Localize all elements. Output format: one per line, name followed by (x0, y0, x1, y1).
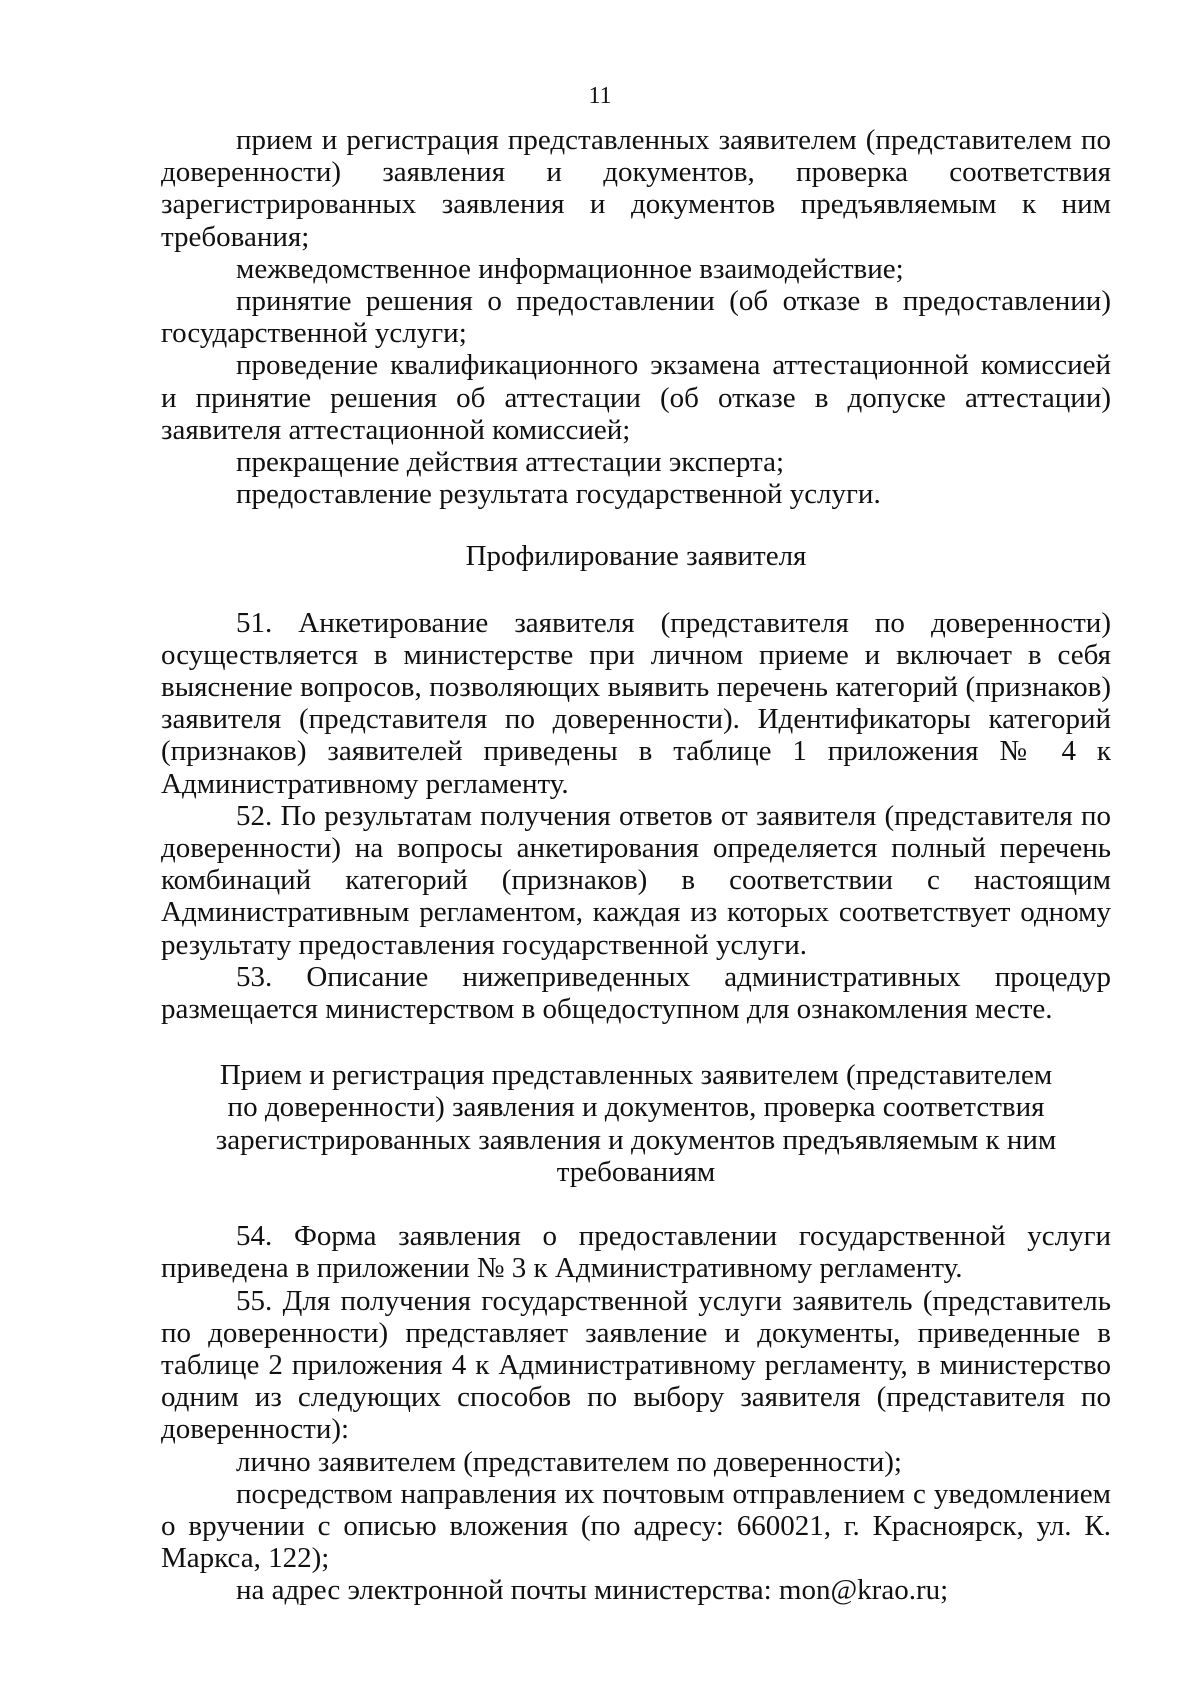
paragraph: межведомственное информационное взаимодействие; (236, 252, 904, 285)
paragraph-52: 52. По результатам получения ответов от заявителя (представителя по доверенности) на вопросы анкетирования определяется полный перечень комбинаций категорий (признаков) в соответствии с настоящим Административным регламентом, каждая из которых соответствует одному результату предоставления государственной услуги. (161, 799, 1111, 961)
page-number: 11 (588, 83, 612, 109)
paragraph-53: 53. Описание нижеприведенных административных процедур размещается министерством в общедоступном для ознакомления месте. (161, 960, 1111, 1026)
paragraph-54: 54. Форма заявления о предоставлении государственной услуги приведена в приложении № 3 к Административному регламенту. (161, 1220, 1111, 1285)
paragraph-51: 51. Анкетирование заявителя (представителя по доверенности) осуществляется в министерстве при личном приеме и включает в себя выяснение вопросов, позволяющих выявить перечень категорий (признаков) заявителя (представителя по доверенности). Идентификаторы категорий (признаков) заявителей приведены в таблице 1 приложения № 4 к Административному регламенту. (161, 606, 1111, 800)
paragraph: принятие решения о предоставлении (об отказе в предоставлении) государственной услуги; (161, 285, 1111, 350)
paragraph: лично заявителем (представителем по доверенности); (236, 1445, 902, 1478)
paragraph: проведение квалификационного экзамена аттестационной комиссией и принятие решения об аттестации (об отказе в допуске аттестации) заявителя аттестационной комиссией; (161, 349, 1111, 446)
section-heading-profiling: Профилирование заявителя (465, 540, 807, 573)
paragraph: прекращение действия аттестации эксперта; (236, 446, 784, 479)
paragraph: посредством направления их почтовым отправлением с уведомлением о вручении с описью вложения (по адресу: 660021, г. Красноярск, ул. К. Маркса, 122); (161, 1477, 1111, 1575)
paragraph: предоставление результата государственной услуги. (236, 478, 881, 511)
paragraph-55: 55. Для получения государственной услуги заявитель (представитель по доверенности) представляет заявление и документы, приведенные в таблице 2 приложения 4 к Административному регламенту, в министерство одним из следующих способов по выбору заявителя (представителя по доверенности): (161, 1284, 1111, 1446)
document-body (161, 124, 1111, 1607)
paragraph: прием и регистрация представленных заявителем (представителем по доверенности) заявления и документов, проверка соответствия зарегистрированных заявления и документов предъявляемым к ним требования; (161, 124, 1111, 253)
section-heading-reception: Прием и регистрация представленных заявителем (представителем по доверенности) заявления и документов, проверка соответствия зарегистрированных заявления и документов предъявляемым к ним требованиям (215, 1059, 1057, 1188)
paragraph: на адрес электронной почты министерства: mon@krao.ru; (236, 1574, 949, 1607)
